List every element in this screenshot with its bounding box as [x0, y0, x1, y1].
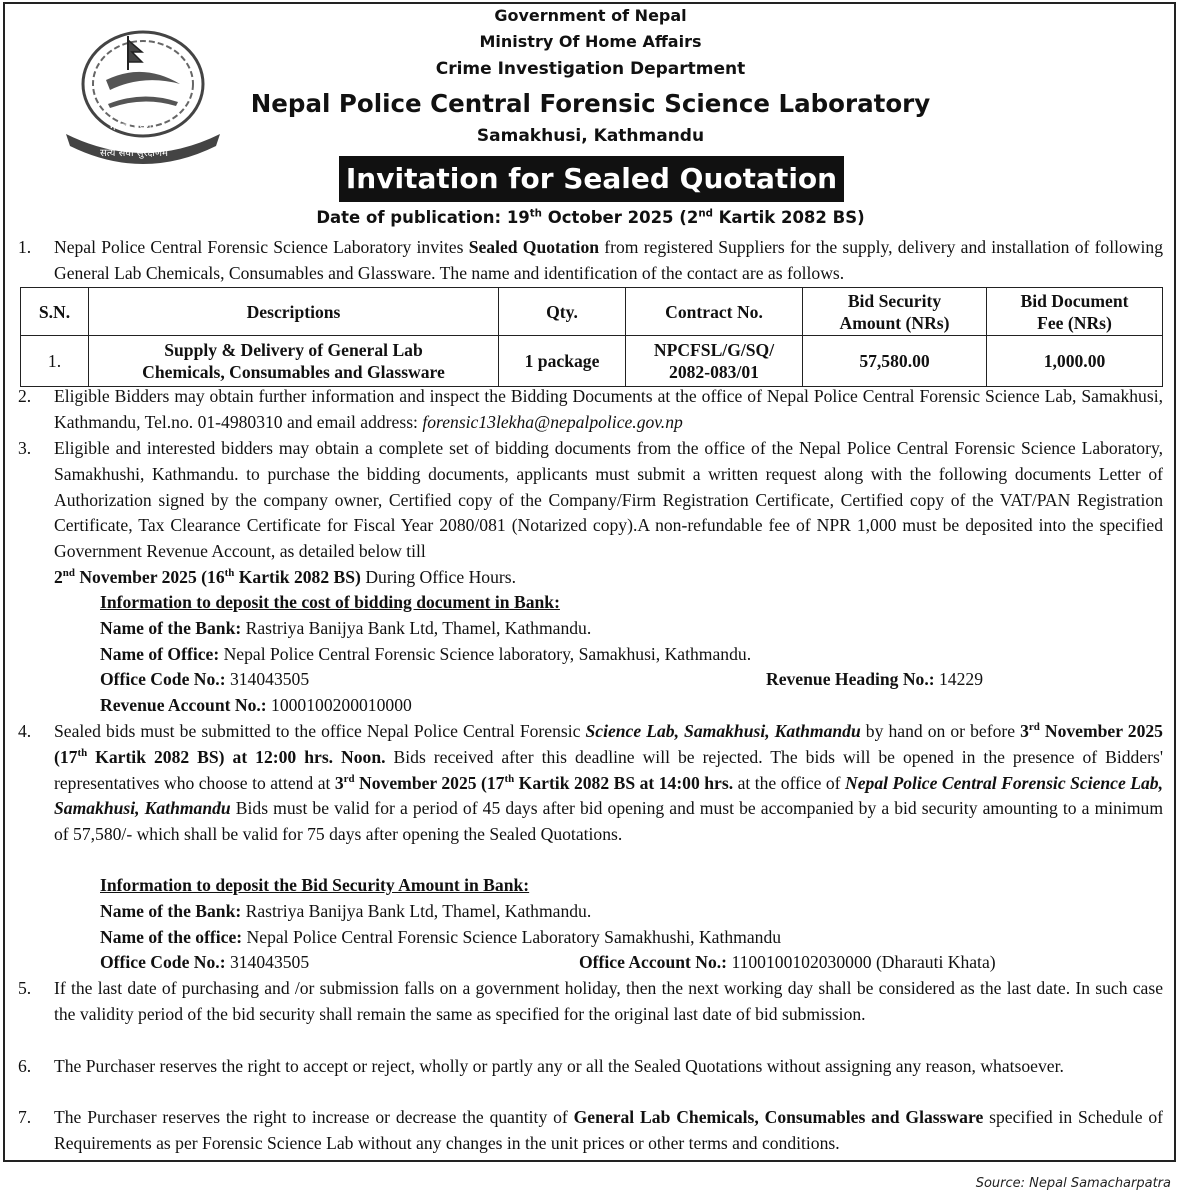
item-3-text: Eligible and interested bidders may obtain a complete set of bidding documents from the office of the Nepal Police Central Forensic Science Laboratory, Samakhushi, Kathmandu. to purchase the bidding documents, applicants must submit a written request along with the following documents Letter of Authorization signed by the company owner, Certified copy of the Company/Firm Registration Certificate, Certified copy of the VAT/PAN Registration Certificate, Tax Clearance Certificate for Fiscal Year 2080/081 (Notarized copy).A non-refundable fee of NPR 1,000 must be deposited into the specified Government Revenue Account, as detailed below till	[54, 438, 1163, 562]
item-6-text: The Purchaser reserves the right to accept or reject, wholly or partly any or all the Sealed Quotations without assigning any reason, whatsoever.	[54, 1056, 1064, 1076]
bank1-revenue-heading: Revenue Heading No.: 14229	[766, 669, 983, 689]
header-government: Government of Nepal	[494, 6, 687, 25]
bank1-office-name: Name of Office: Nepal Police Central Forensic Science laboratory, Samakhusi, Kathmandu.	[100, 644, 752, 664]
item-number-4: 4.	[18, 721, 32, 741]
cell-bid-fee: 1,000.00	[987, 336, 1163, 387]
bank2-office-name: Name of the office: Nepal Police Central Forensic Science Laboratory Samakhushi, Kathmandu	[100, 927, 782, 947]
col-bid-security: Bid Security Amount (NRs)	[803, 288, 987, 336]
item-7-text: The Purchaser reserves the right to increase or decrease the quantity of General Lab Chemicals, Consumables and Glassware specified in Schedule of Requirements as per Forensic Science Lab without any changes in the unit prices or other terms and conditions.	[54, 1107, 1164, 1153]
item-5-text: If the last date of purchasing and /or submission falls on a government holiday, then the next working day shall be considered as the last date. In such case the validity period of the bid security shall remain the same as specified for the original last date of bid submission.	[54, 978, 1163, 1024]
requirements-table	[20, 287, 1163, 387]
item-2-text: Eligible Bidders may obtain further information and inspect the Bidding Documents at the office of Nepal Police Central Forensic Science Lab, Samakhusi, Kathmandu, Tel.no. 01-4980310 and email address: forensic13lekha@nepalpolice.gov.np	[54, 386, 1163, 432]
item-number-6: 6.	[18, 1056, 32, 1076]
publication-date: Date of publication: 19th October 2025 (2nd Kartik 2082 BS)	[316, 208, 865, 227]
bank1-revenue-account: Revenue Account No.: 1000100200010000	[100, 695, 412, 715]
table-row	[21, 336, 1163, 387]
cell-contract: NPCFSL/G/SQ/ 2082-083/01	[626, 336, 803, 387]
cell-sn: 1.	[21, 336, 89, 387]
item-1-text: Nepal Police Central Forensic Science Laboratory invites Sealed Quotation from registered Suppliers for the supply, delivery and installation of following General Lab Chemicals, Consumables and Glassware. The name and identification of the contact are as follows.	[54, 237, 1163, 283]
header-department: Crime Investigation Department	[435, 59, 746, 79]
bank1-office-code: Office Code No.: 314043505	[100, 669, 310, 689]
col-contract: Contract No.	[626, 288, 803, 336]
item-number-5: 5.	[18, 978, 32, 998]
item-number-2: 2.	[18, 386, 32, 406]
cell-qty: 1 package	[499, 336, 626, 387]
item-4-text: Sealed bids must be submitted to the office Nepal Police Central Forensic Science Lab, Samakhusi, Kathmandu by hand on or before 3rd November 2025 (17th Kartik 2082 BS) at 12:00 hrs. Noon. Bids received after this deadline will be rejected. The bids will be opened in the presence of Bidders' representatives who choose to attend at 3rd November 2025 (17th Kartik 2082 BS at 14:00 hrs. at the office of Nepal Police Central Forensic Science Lab, Samakhusi, Kathmandu Bids must be valid for a period of 45 days after bid opening and must be accompanied by a bid security amounting to a minimum of 57,580/- which shall be valid for 75 days after opening the Sealed Quotations.	[54, 721, 1164, 845]
item-number-1: 1.	[18, 237, 32, 257]
cell-description: Supply & Delivery of General Lab Chemicals, Consumables and Glassware	[89, 336, 499, 387]
item-number-7: 7.	[18, 1107, 32, 1127]
col-descriptions: Descriptions	[89, 288, 499, 336]
bank2-office-account: Office Account No.: 1100100102030000 (Dharauti Khata)	[579, 952, 996, 972]
bank2-heading: Information to deposit the Bid Security Amount in Bank:	[100, 875, 530, 895]
cell-bid-security: 57,580.00	[803, 336, 987, 387]
bank1-bank-name: Name of the Bank: Rastriya Banijya Bank Ltd, Thamel, Kathmandu.	[100, 618, 592, 638]
logo-text-bottom: सत्य सेवा सुरक्षणम	[100, 148, 168, 159]
contact-email: forensic13lekha@nepalpolice.gov.np	[422, 411, 683, 432]
header-org-name: Nepal Police Central Forensic Science Laboratory	[250, 89, 931, 118]
bank1-heading: Information to deposit the cost of bidding document in Bank:	[100, 592, 560, 612]
col-qty: Qty.	[499, 288, 626, 336]
table-header-row	[21, 288, 1163, 336]
col-bid-document-fee: Bid Document Fee (NRs)	[987, 288, 1163, 336]
bank2-office-code: Office Code No.: 314043505	[100, 952, 310, 972]
logo-text-top: नेपाल प्रहरी	[110, 122, 152, 133]
source-credit: Source: Nepal Samacharpatra	[975, 1176, 1171, 1191]
col-sn: S.N.	[21, 288, 89, 336]
notice-title: Invitation for Sealed Quotation	[339, 156, 844, 202]
header-location: Samakhusi, Kathmandu	[476, 126, 705, 146]
item-number-3: 3.	[18, 438, 32, 458]
bank2-bank-name: Name of the Bank: Rastriya Banijya Bank Ltd, Thamel, Kathmandu.	[100, 901, 592, 921]
item-3-deadline: 2nd November 2025 (16th Kartik 2082 BS) During Office Hours.	[54, 567, 516, 587]
header-ministry: Ministry Of Home Affairs	[479, 32, 702, 51]
